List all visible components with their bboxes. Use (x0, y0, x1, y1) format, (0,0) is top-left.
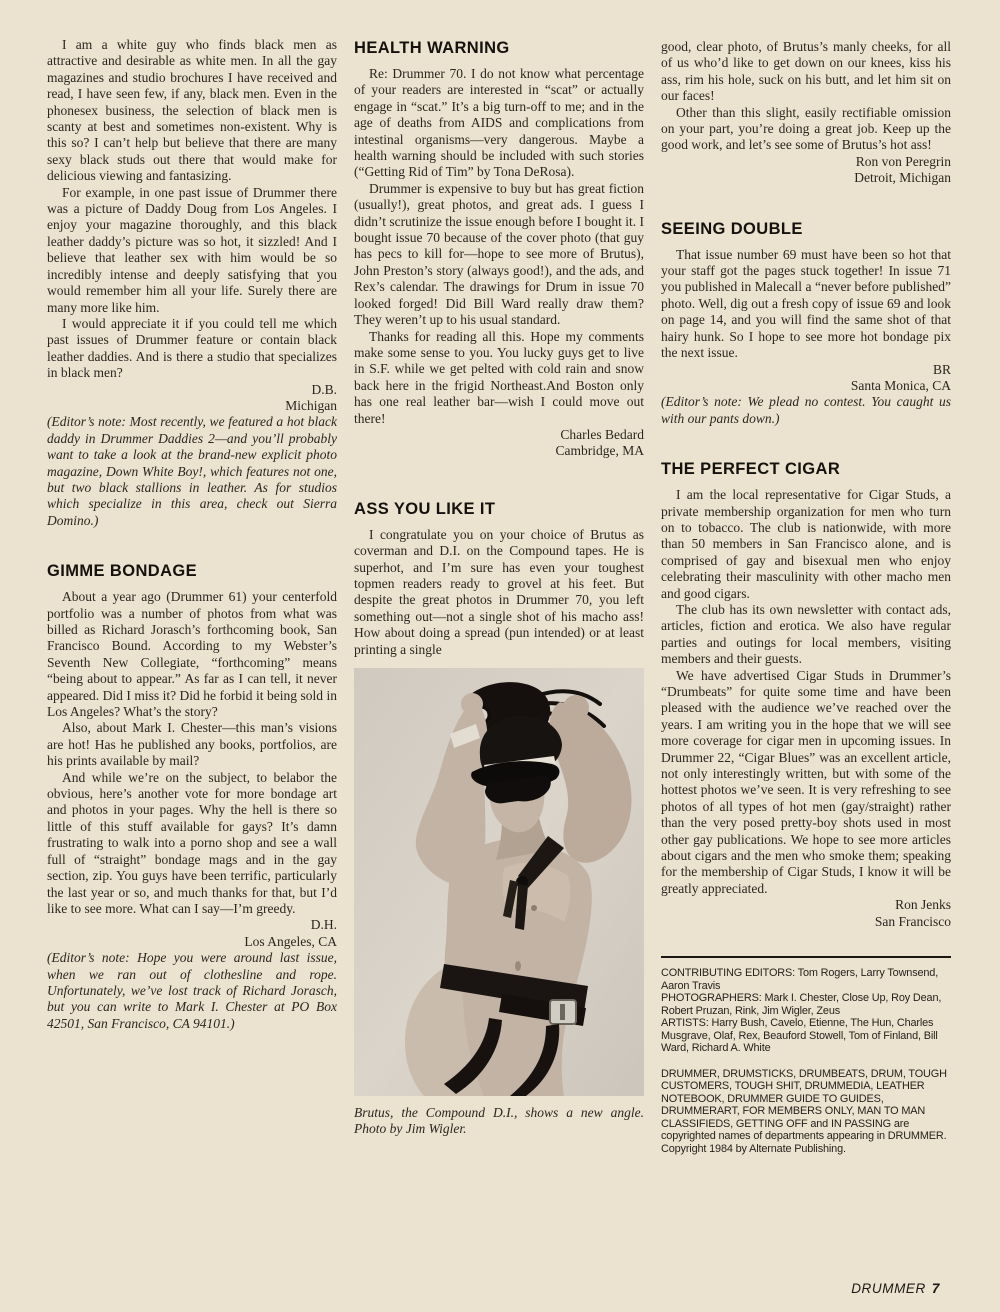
signature (661, 154, 951, 187)
paragraph: I congratulate you on your choice of Brutus as coverman and D.I. on the Compound tapes. He is superhot, and I’m sure has even your toughest topmen readers ready to grovel at his feet. But despite the great photos in Drummer 70, you left something out—not a single shot of his macho ass! How about doing a spread (pun intended) or at least printing a single (354, 526, 644, 657)
paragraph: I am a white guy who finds black men as attractive and desirable as white men. In all the gay magazines and studio brochures I have received and read, I have seen few, if any, black men. Even in the phonesex business, the selection of black men is scanty at best and sometimes non-existent. Why is this so? I can’t help but believe that there are many sexy black studs out there that would make for delicious viewing and fantasizing. (47, 37, 337, 184)
signature-name: D.B. (311, 381, 337, 397)
signature-location: Detroit, Michigan (854, 170, 951, 186)
page-footer (851, 1281, 940, 1296)
belt-buckle-bar (560, 1004, 565, 1020)
signature-name: D.H. (310, 917, 337, 933)
letter-seeing-double (661, 220, 951, 427)
letter-gimme-bondage (47, 562, 337, 1032)
signature (47, 917, 337, 950)
photo-illustration (354, 668, 644, 1096)
photographers-line: PHOTOGRAPHERS: Mark I. Chester, Close Up, Roy Dean, Robert Pruzan, Rink, Jim Wigler, Zeus (661, 992, 942, 1017)
column-2 (354, 37, 644, 1155)
paragraph: Other than this slight, easily rectifiable omission on your part, you’re doing a great job. Keep up the good work, and let’s see some of Brutus’s hot ass! (661, 104, 951, 153)
column-3 (661, 37, 951, 1155)
letter-ass-continuation (661, 39, 951, 187)
masthead-credits (661, 956, 951, 1155)
nipple (531, 905, 537, 911)
paragraph: For example, in one past issue of Drummer there was a picture of Daddy Doug from Los Angeles. I enjoy your magazine thoroughly, and this black leather daddy’s picture was so hot, it sizzled! And I believe that leather sex with him would be so incredibly intense and deeply satisfying that you would remember him all your life. Surely there are many more like him. (47, 184, 337, 315)
paragraph: About a year ago (Drummer 61) your centerfold portfolio was a number of photos from what was billed as Richard Jorasch’s forthcoming book, San Francisco Bound. According to my Webster’s Seventh New Collegiate, “forthcoming” means “being about to appear.” As far as I can tell, it never appeared. Did I miss it? Did he forbid it being sold in Los Angeles? What’s the story? (47, 589, 337, 720)
editor-note: (Editor’s note: We plead no contest. You caught us with our pants down.) (661, 394, 951, 426)
editor-note: (Editor’s note: Hope you were around last issue, when we ran out of clothesline and rope. Unfortunately, we’ve lost track of Richard Jorasch, but you can write to Mark I. Chester at PO Box 42501, San Francisco, CA 94101.) (47, 950, 337, 1031)
signature-location: Michigan (285, 397, 337, 413)
letter-perfect-cigar (661, 460, 951, 930)
paragraph: That issue number 69 must have been so hot that your staff got the pages stuck together! In issue 71 you published in Malecall a “never before published” photo. Well, dig out a fresh copy of issue 69 and look on page 14, and you will find the same shot of that hairy hunk. So I hope to see more hot bondage pix the next issue. (661, 246, 951, 361)
signature-name: Charles Bedard (560, 426, 644, 442)
signature (661, 362, 951, 395)
letter-ass-you-like-it (354, 500, 644, 658)
paragraph: We have advertised Cigar Studs in Drummer’s “Drumbeats” for quite some time and have been pleased with the audience we’ve reached over the years. I am writing you in the hope that we will see more coverage for cigar men in upcoming issues. In Drummer 22, “Cigar Blues” was an excellent article, not only interestingly written, but with some of the hottest photos we’ve seen. It is very refreshing to see photos of all types of hot men (gay/straight) rather than the very posed pretty-boy shots used in most other gay publications. We hope to see more articles about cigars and the men who smoke them; speaking for the membership of Cigar Studs, I know it will be greatly appreciated. (661, 667, 951, 896)
signature-name: BR (932, 361, 951, 377)
editor-note: (Editor’s note: Most recently, we featured a hot black daddy in Drummer Daddies 2—and you’ll probably want to take a look at the brand-new explicit photo magazine, Down White Boy!, which features not one, but two black stallions in leather. As for studios which specialize in this area, check out Sierra Domino.) (47, 414, 337, 528)
copyright-notice: DRUMMER, DRUMSTICKS, DRUMBEATS, DRUM, TOUGH CUSTOMERS, TOUGH SHIT, DRUMMEDIA, LEATHER NOTEBOOK, DRUMMER GUIDE TO GUIDES, DRUMMERART, FOR MEMBERS ONLY, MAN TO MAN CLASSIFIEDS, GETTING OFF and IN PASSING are copyrighted names of departments appearing in DRUMMER. Copyright 1984 by Alternate Publishing. (661, 1067, 947, 1155)
letter-health-warning (354, 39, 644, 460)
left-hand (461, 693, 483, 715)
brutus-photo (354, 668, 644, 1096)
signature-location: Los Angeles, CA (244, 933, 337, 949)
paragraph: And while we’re on the subject, to belabor the obvious, here’s another vote for more bondage art and photos in your pages. Why the hell is there so little of this stuff available for gays? It’s damn frustrating to walk into a porno shop and see a wall full of “straight” bondage mags and in the gay section, zip. You guys have been terrific, particularly the last year or so, and much thanks for that, but I’d like to see more. What can I say—I’m greedy. (47, 769, 337, 916)
section-heading-perfect-cigar: THE PERFECT CIGAR (661, 460, 841, 479)
navel (515, 961, 521, 971)
section-heading-health-warning: HEALTH WARNING (354, 39, 510, 57)
contributing-editors-line: CONTRIBUTING EDITORS: Tom Rogers, Larry Townsend, Aaron Travis (661, 967, 939, 992)
page-number: 7 (931, 1281, 940, 1296)
section-heading-seeing-double: SEEING DOUBLE (661, 219, 803, 238)
signature-location: Santa Monica, CA (850, 377, 951, 393)
signature-location: San Francisco (874, 913, 951, 929)
section-heading-ass-you-like-it: ASS YOU LIKE IT (354, 499, 496, 518)
signature-name: Ron von Peregrin (855, 153, 951, 169)
paragraph: The club has its own newsletter with contact ads, articles, fiction and erotica. We also have regular parties and outings for local members, visiting members and their guests. (661, 601, 951, 667)
magazine-name: DRUMMER (851, 1281, 926, 1296)
signature (47, 382, 337, 415)
signature (354, 427, 644, 460)
paragraph: I would appreciate it if you could tell me which past issues of Drummer feature or contain black leather daddies. And is there a studio that specializes in black men? (47, 315, 337, 381)
paragraph: Thanks for reading all this. Hope my comments make some sense to you. You lucky guys get to live in S.F. while we get pelted with cold rain and snow back here in the frigid Northeast.And Boston only has one real leather bar—wish I could move out there! (354, 328, 644, 426)
signature-location: Cambridge, MA (555, 443, 644, 459)
letter-black-leather (47, 37, 337, 529)
paragraph: Re: Drummer 70. I do not know what percentage of your readers are interested in “scat” or actually engage in “scat.” It’s a big turn-off to me; and in the age of deaths from AIDS and complications from intestinal organisms—very dangerous. Maybe a health warning should be included with such stories (“Getting Rid of Tim” by Tona DeRosa). (354, 66, 644, 180)
section-heading-gimme-bondage: GIMME BONDAGE (47, 562, 198, 581)
photo-caption: Brutus, the Compound D.I., shows a new angle. Photo by Jim Wigler. (354, 1105, 644, 1137)
signature-name: Ron Jenks (895, 897, 951, 913)
paragraph: good, clear photo, of Brutus’s manly cheeks, for all of us who’d like to get down on our knees, kiss his ass, rim his hole, suck on his butt, and let him sit on our faces! (661, 39, 951, 104)
signature (661, 897, 951, 930)
artists-line: ARTISTS: Harry Bush, Cavelo, Etienne, The Hun, Charles Musgrave, Olaf, Rex, Beauford Stowell, Tom of Finland, Bill Ward, Richard A. White (661, 1017, 938, 1055)
paragraph: Also, about Mark I. Chester—this man’s visions are hot! Has he published any books, portfolios, are his prints available by mail? (47, 720, 337, 769)
paragraph: Drummer is expensive to buy but has great fiction (usually!), great photos, and great ads. I guess I didn’t scrutinize the issue enough before I bought it. I bought issue 70 because of the cover photo (that guy has pecs to kill for—hope to see more of Brutus), John Preston’s story (always good!), and the ads, and Rex’s calendar. The drawings for Drum in issue 70 looked forged! Did Bill Ward really draw them? They weren’t up to his usual standard. (354, 180, 644, 328)
paragraph: I am the local representative for Cigar Studs, a private membership organization for men who turn on to tobacco. The club is nationwide, with more than 50 members in San Francisco alone, and is comprised of gay and bisexual men who enjoy celebrating their masculinity with other macho men and good cigars. (661, 487, 951, 601)
column-1 (47, 37, 337, 1155)
right-hand (563, 695, 589, 721)
